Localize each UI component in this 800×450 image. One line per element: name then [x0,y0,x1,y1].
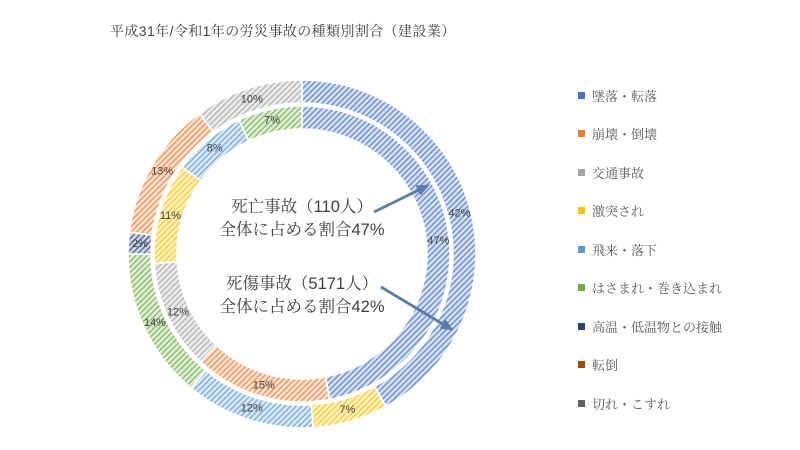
legend-item [578,346,722,385]
segment-percent-label: 11% [159,209,182,222]
chart-legend [578,76,722,423]
legend-marker-icon [578,130,585,137]
segment-percent-label: 15% [252,379,275,392]
legend-item [578,192,722,231]
legend-marker-icon [578,169,585,176]
segment-percent-label: 10% [240,93,263,106]
annotation-fatal-line2: 全体に占める割合47% [219,221,385,239]
segment-percent-label: 14% [143,317,166,330]
annotation-fatal-line1: 死亡事故（110人） [231,198,373,216]
segment-percent-label: 12% [167,306,190,319]
legend-item [578,269,722,308]
legend-item [578,115,722,154]
legend-marker-icon [578,284,585,291]
legend-label: 崩壊・倒壊 [592,127,658,143]
legend-item [578,76,722,115]
annotation-fatal-accidents [152,196,452,242]
legend-marker-icon [578,207,585,214]
legend-label: 飛来・落下 [592,242,658,258]
legend-item [578,230,722,269]
segment-percent-label: 8% [206,142,223,155]
legend-marker-icon [578,400,585,407]
annotation-injury-accidents [152,273,452,319]
legend-label: 交通事故 [592,165,645,181]
annotation-injury-line2: 全体に占める割合42% [219,298,385,316]
legend-item [578,153,722,192]
legend-label: 高温・低温物との接触 [592,319,723,335]
legend-marker-icon [578,246,585,253]
legend-label: はさまれ・巻き込まれ [592,281,723,297]
segment-percent-label: 42% [448,207,471,220]
segment-percent-label: 7% [339,404,356,417]
legend-label: 激突され [592,204,645,220]
legend-item [578,384,722,423]
legend-marker-icon [578,92,585,99]
legend-label: 切れ・こすれ [592,396,671,412]
segment-percent-label: 7% [264,114,281,127]
legend-label: 転倒 [592,358,619,374]
annotation-injury-line1: 死傷事故（5171人） [225,275,379,293]
legend-marker-icon [578,323,585,330]
segment-percent-label: 13% [151,165,174,178]
segment-percent-label: 2% [131,237,148,250]
legend-marker-icon [578,361,585,368]
legend-item [578,307,722,346]
segment-percent-label: 47% [427,235,450,248]
legend-label: 墜落・転落 [592,88,658,104]
chart-title: 平成31年/令和1年の労災事故の種類別割合（建設業） [110,23,456,39]
segment-percent-label: 12% [240,402,263,415]
